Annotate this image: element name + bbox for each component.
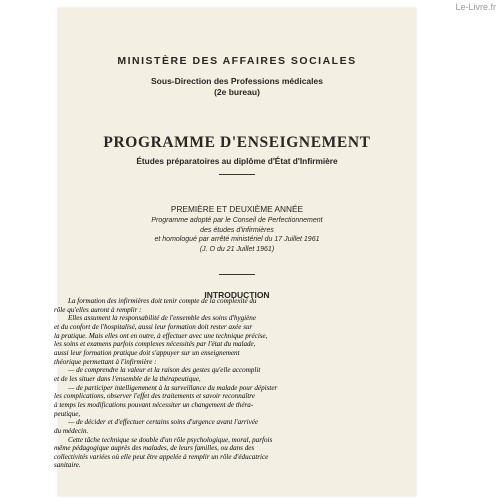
- intro-line: La formation des infirmières doit tenir compte de la complexité du: [68, 297, 257, 305]
- intro-line: et du confort de l'hospitalisé, aussi leur formation doit rester axée sur: [54, 322, 253, 331]
- bureau-heading: (2e bureau): [214, 87, 260, 97]
- intro-line: et de les situer dans l'ensemble de la thérapeutique,: [54, 374, 201, 383]
- ministry-heading: MINISTÈRE DES AFFAIRES SOCIALES: [117, 55, 357, 67]
- intro-line: du médecin.: [54, 426, 89, 435]
- divider-rule: [219, 174, 255, 175]
- intro-line: — de décider et d'effectuer certains soins d'urgence avant l'arrivée: [68, 418, 259, 427]
- adoption-line: des études d'infirmières: [200, 226, 274, 234]
- intro-line: sanitaire.: [54, 461, 81, 470]
- intro-line: Cette tâche technique se double d'un rôle psychologique, moral, parfois: [68, 435, 273, 444]
- intro-line: peutique,: [54, 409, 81, 418]
- intro-line: — de participer intelligemment à la surveillance du malade pour dépister: [68, 383, 278, 392]
- intro-line: les complications, observer l'effet des traitements et savoir reconnaître: [54, 392, 255, 401]
- intro-line: Elles assument la responsabilité de l'ensemble des soins d'hygiène: [68, 314, 256, 323]
- introduction-body: [54, 297, 346, 470]
- document-subtitle: Études préparatoires au diplôme d'État d'Infirmière: [136, 156, 338, 166]
- sub-direction-heading: Sous-Direction des Professions médicales: [151, 76, 323, 86]
- intro-line: collectivités variées où elle peut être appelée à remplir un rôle d'éducatrice: [54, 452, 269, 461]
- intro-line: aussi leur formation pratique doit s'appuyer sur un enseignement: [54, 348, 240, 357]
- intro-line: — de comprendre la valeur et la raison des gestes qu'elle accomplit: [68, 366, 261, 375]
- introduction-heading: INTRODUCTION: [204, 290, 270, 300]
- intro-line: même pédagogique auprès des malades, de leurs familles, ou dans des: [54, 444, 255, 453]
- adoption-line: Programme adopté par le Conseil de Perfectionnement: [151, 217, 323, 224]
- site-watermark: Le-Livre.fr: [455, 2, 496, 12]
- intro-line: théorique permettant à l'infirmière :: [54, 357, 157, 366]
- intro-line: rôle qu'elles auront à remplir :: [54, 305, 142, 314]
- document-title: PROGRAMME D'ENSEIGNEMENT: [103, 134, 371, 151]
- adoption-note: [58, 216, 416, 254]
- intro-line: la pratique. Mais elles ont en outre, à effectuer avec une technique précise,: [54, 331, 268, 340]
- year-heading: PREMIÈRE ET DEUXIÈME ANNÉE: [170, 204, 304, 214]
- intro-line: les soins et examens parfois complexes nécessités par l'état du malade,: [54, 340, 256, 349]
- adoption-line: (J. O du 21 Juillet 1961): [199, 245, 275, 253]
- intro-line: à temps les modifications pouvant nécessiter un changement de théra-: [54, 400, 254, 409]
- divider-rule: [219, 274, 255, 275]
- adoption-line: et homologué par arrêté ministériel du 17 Juillet 1961: [154, 236, 320, 244]
